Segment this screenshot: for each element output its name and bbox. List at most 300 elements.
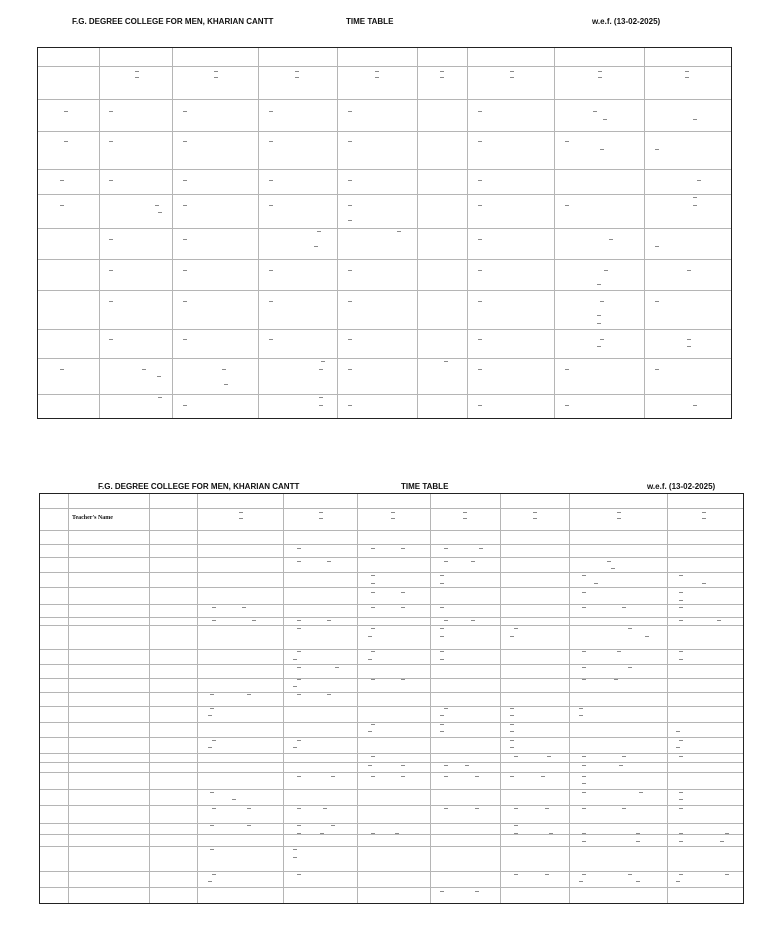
page1-dash-mark [158, 397, 162, 398]
page2-dash-mark [440, 651, 444, 652]
page2-cell [284, 693, 358, 707]
page2-dash-mark [208, 881, 212, 882]
page2-dash-mark [331, 776, 335, 777]
page1-cell [173, 395, 259, 419]
page2-cell [668, 773, 744, 790]
page2-cell [431, 693, 501, 707]
page2-cell [284, 588, 358, 605]
page2-dash-mark [327, 694, 331, 695]
page2-cell [39, 588, 69, 605]
page2-dash-mark [401, 776, 405, 777]
page2-cell [39, 835, 69, 847]
page2-cell [150, 723, 198, 738]
page1-dash-mark [64, 141, 68, 142]
page2-timetable-title: TIME TABLE [401, 482, 449, 491]
page2-dash-mark [725, 833, 729, 834]
page2-cell [69, 626, 150, 650]
page1-dash-mark [655, 369, 659, 370]
page2-dash-mark [679, 600, 683, 601]
page1-dash-mark [440, 71, 444, 72]
page2-dash-mark [293, 857, 297, 858]
page2-dash-mark [293, 849, 297, 850]
page1-dash-mark [603, 119, 607, 120]
page1-cell [259, 260, 338, 291]
page1-dash-mark [687, 339, 691, 340]
page2-dash-mark [401, 765, 405, 766]
page2-dash-mark [645, 636, 649, 637]
page2-dash-mark [293, 659, 297, 660]
page2-dash-mark [320, 833, 324, 834]
page2-dash-mark [440, 628, 444, 629]
page1-cell [555, 395, 645, 419]
page2-dash-mark [533, 512, 537, 513]
page2-cell [198, 665, 284, 679]
page2-dash-mark [514, 825, 518, 826]
page2-cell [150, 545, 198, 558]
page2-cell [668, 588, 744, 605]
page1-dash-mark [269, 111, 273, 112]
page2-dash-mark [444, 620, 448, 621]
page2-dash-mark [541, 776, 545, 777]
page1-cell [259, 395, 338, 419]
page2-cell [198, 573, 284, 588]
page2-dash-mark [594, 583, 598, 584]
page1-cell [100, 229, 173, 260]
page2-cell [69, 618, 150, 626]
page2-cell [69, 754, 150, 763]
page1-cell [418, 47, 468, 67]
page1-timetable-grid [37, 47, 732, 419]
page2-cell [69, 888, 150, 904]
page1-cell [173, 229, 259, 260]
page2-dash-mark [510, 636, 514, 637]
page2-dash-mark [582, 833, 586, 834]
page2-cell [431, 531, 501, 545]
page1-cell [37, 47, 100, 67]
page2-dash-mark [371, 548, 375, 549]
page2-cell [501, 618, 570, 626]
page1-dash-mark [655, 301, 659, 302]
page2-cell [358, 773, 431, 790]
page2-cell [284, 888, 358, 904]
page2-dash-mark [297, 548, 301, 549]
page2-dash-mark [440, 575, 444, 576]
page2-cell [358, 806, 431, 824]
page2-cell [150, 679, 198, 693]
page1-dash-mark [565, 405, 569, 406]
page2-dash-mark [335, 667, 339, 668]
page2-cell [39, 693, 69, 707]
page2-cell [39, 707, 69, 723]
page2-cell [501, 573, 570, 588]
page2-dash-mark [679, 592, 683, 593]
page1-dash-mark [478, 141, 482, 142]
page2-dash-mark [371, 833, 375, 834]
page2-cell [69, 693, 150, 707]
page1-cell [645, 291, 732, 330]
page1-dash-mark [269, 180, 273, 181]
page2-dash-mark [210, 708, 214, 709]
page1-dash-mark [109, 141, 113, 142]
page2-cell [284, 738, 358, 754]
page2-dash-mark [676, 747, 680, 748]
page2-cell [39, 679, 69, 693]
page1-dash-mark [60, 369, 64, 370]
page2-dash-mark [702, 583, 706, 584]
page1-dash-mark [224, 384, 228, 385]
page1-cell [338, 100, 418, 132]
page1-dash-mark [565, 369, 569, 370]
page2-cell [358, 835, 431, 847]
page2-cell [358, 650, 431, 665]
page1-dash-mark [269, 301, 273, 302]
page2-dash-mark [510, 776, 514, 777]
page2-cell [198, 754, 284, 763]
page2-dash-mark [510, 708, 514, 709]
page1-cell [100, 195, 173, 229]
page2-cell [150, 509, 198, 531]
page1-dash-mark [604, 270, 608, 271]
page2-cell [570, 493, 668, 509]
page2-dash-mark [717, 620, 721, 621]
page2-dash-mark [510, 715, 514, 716]
page2-dash-mark [622, 756, 626, 757]
page2-dash-mark [297, 808, 301, 809]
page1-dash-mark [135, 77, 139, 78]
page1-cell [259, 330, 338, 359]
page2-dash-mark [391, 512, 395, 513]
page2-cell [431, 872, 501, 888]
page2-dash-mark [676, 731, 680, 732]
page2-cell [501, 531, 570, 545]
page1-cell [468, 47, 555, 67]
page2-cell [69, 573, 150, 588]
page2-cell [69, 738, 150, 754]
page1-dash-mark [109, 239, 113, 240]
page2-cell [198, 650, 284, 665]
page1-cell [418, 291, 468, 330]
page2-cell [69, 806, 150, 824]
page1-cell [100, 132, 173, 170]
page2-cell [39, 723, 69, 738]
page2-timetable-grid [39, 493, 744, 904]
page2-dash-mark [510, 747, 514, 748]
page1-dash-mark [598, 77, 602, 78]
page1-dash-mark [183, 405, 187, 406]
page2-dash-mark [440, 724, 444, 725]
page1-cell [100, 170, 173, 195]
page2-dash-mark [331, 825, 335, 826]
page2-cell [570, 888, 668, 904]
page1-cell [338, 229, 418, 260]
page1-dash-mark [214, 71, 218, 72]
page2-cell [668, 693, 744, 707]
page2-dash-mark [514, 756, 518, 757]
page2-dash-mark [208, 715, 212, 716]
page2-cell [39, 626, 69, 650]
page1-dash-mark [693, 405, 697, 406]
page1-dash-mark [685, 71, 689, 72]
page2-dash-mark [297, 740, 301, 741]
page2-dash-mark [212, 874, 216, 875]
page2-cell [570, 531, 668, 545]
page1-cell [338, 359, 418, 395]
page2-cell [431, 790, 501, 806]
page2-cell [570, 738, 668, 754]
page2-cell [668, 847, 744, 872]
page2-dash-mark [371, 575, 375, 576]
page2-cell [150, 754, 198, 763]
page1-cell [555, 195, 645, 229]
page1-dash-mark [375, 71, 379, 72]
page1-dash-mark [64, 111, 68, 112]
page1-cell [645, 100, 732, 132]
page1-cell [468, 195, 555, 229]
page2-cell [358, 847, 431, 872]
page2-dash-mark [475, 891, 479, 892]
page2-cell [284, 754, 358, 763]
page2-dash-mark [297, 776, 301, 777]
page1-cell [173, 330, 259, 359]
page2-cell [358, 588, 431, 605]
page2-dash-mark [440, 715, 444, 716]
page2-cell [501, 790, 570, 806]
page2-dash-mark [210, 849, 214, 850]
page1-cell [100, 291, 173, 330]
page1-cell [37, 132, 100, 170]
page2-cell [358, 558, 431, 573]
page2-cell [431, 558, 501, 573]
page2-dash-mark [617, 512, 621, 513]
page2-dash-mark [297, 694, 301, 695]
page1-dash-mark [348, 270, 352, 271]
page2-cell [431, 773, 501, 790]
page2-cell [150, 707, 198, 723]
page2-dash-mark [208, 747, 212, 748]
page2-dash-mark [514, 808, 518, 809]
page2-dash-mark [212, 607, 216, 608]
page2-cell [198, 626, 284, 650]
page2-dash-mark [247, 694, 251, 695]
page1-dash-mark [444, 361, 448, 362]
page2-cell [284, 531, 358, 545]
page2-cell [284, 847, 358, 872]
page2-cell [358, 493, 431, 509]
page1-dash-mark [183, 205, 187, 206]
page1-dash-mark [183, 141, 187, 142]
page2-dash-mark [607, 561, 611, 562]
page1-cell [468, 229, 555, 260]
page2-cell [284, 558, 358, 573]
page2-cell [501, 545, 570, 558]
page2-dash-mark [582, 841, 586, 842]
page1-cell [259, 100, 338, 132]
page2-dash-mark [368, 659, 372, 660]
page1-cell [338, 170, 418, 195]
page2-dash-mark [212, 620, 216, 621]
page1-cell [555, 100, 645, 132]
page1-dash-mark [319, 397, 323, 398]
page2-cell [39, 790, 69, 806]
page2-dash-mark [440, 583, 444, 584]
page2-cell [150, 738, 198, 754]
page1-dash-mark [214, 77, 218, 78]
page1-cell [468, 291, 555, 330]
page1-cell [555, 291, 645, 330]
page2-dash-mark [463, 512, 467, 513]
page2-dash-mark [533, 518, 537, 519]
page2-cell [150, 626, 198, 650]
page2-dash-mark [444, 548, 448, 549]
page2-cell [198, 693, 284, 707]
page1-dash-mark [269, 339, 273, 340]
page1-dash-mark [478, 405, 482, 406]
page2-dash-mark [679, 841, 683, 842]
page1-dash-mark [597, 315, 601, 316]
page2-dash-mark [582, 765, 586, 766]
page2-cell [668, 888, 744, 904]
page1-dash-mark [135, 71, 139, 72]
page1-dash-mark [687, 346, 691, 347]
page2-dash-mark [628, 628, 632, 629]
page1-dash-mark [478, 239, 482, 240]
page2-dash-mark [617, 651, 621, 652]
page2-dash-mark [252, 620, 256, 621]
page1-dash-mark [295, 71, 299, 72]
page2-dash-mark [619, 765, 623, 766]
page1-dash-mark [478, 369, 482, 370]
page2-dash-mark [639, 792, 643, 793]
teacher-name-label: Teacher's Name [72, 515, 113, 521]
page1-cell [418, 359, 468, 395]
page1-dash-mark [600, 301, 604, 302]
page2-dash-mark [702, 518, 706, 519]
page2-cell [150, 693, 198, 707]
page2-dash-mark [444, 808, 448, 809]
page2-cell [358, 665, 431, 679]
page2-dash-mark [444, 776, 448, 777]
page2-cell [668, 650, 744, 665]
page2-dash-mark [617, 518, 621, 519]
page1-cell [338, 132, 418, 170]
page1-dash-mark [348, 369, 352, 370]
page2-dash-mark [582, 792, 586, 793]
page2-cell [431, 847, 501, 872]
page1-cell [418, 260, 468, 291]
page2-dash-mark [725, 874, 729, 875]
page2-dash-mark [582, 575, 586, 576]
page2-cell [358, 531, 431, 545]
page1-cell [37, 195, 100, 229]
page2-dash-mark [475, 808, 479, 809]
page1-dash-mark [60, 205, 64, 206]
page1-dash-mark [269, 270, 273, 271]
page1-dash-mark [60, 180, 64, 181]
page1-dash-mark [348, 339, 352, 340]
page2-cell [570, 723, 668, 738]
page1-cell [468, 330, 555, 359]
page1-cell [418, 229, 468, 260]
page2-dash-mark [247, 825, 251, 826]
page2-cell [284, 790, 358, 806]
page2-dash-mark [247, 808, 251, 809]
page1-cell [338, 330, 418, 359]
page2-cell [198, 588, 284, 605]
page2-cell [570, 650, 668, 665]
page2-dash-mark [679, 874, 683, 875]
page2-cell [150, 872, 198, 888]
page2-cell [284, 773, 358, 790]
page1-dash-mark [478, 270, 482, 271]
page2-dash-mark [479, 548, 483, 549]
page2-cell [284, 545, 358, 558]
page1-dash-mark [158, 212, 162, 213]
page2-cell [39, 573, 69, 588]
page1-dash-mark [269, 205, 273, 206]
page2-cell [501, 754, 570, 763]
page2-dash-mark [368, 765, 372, 766]
page1-dash-mark [109, 180, 113, 181]
page2-cell [39, 545, 69, 558]
page2-cell [358, 545, 431, 558]
page2-dash-mark [371, 628, 375, 629]
page2-dash-mark [582, 607, 586, 608]
page1-cell [645, 359, 732, 395]
page1-dash-mark [440, 77, 444, 78]
page2-cell [39, 558, 69, 573]
page2-dash-mark [547, 756, 551, 757]
page2-cell [150, 835, 198, 847]
page1-dash-mark [314, 246, 318, 247]
page2-dash-mark [549, 833, 553, 834]
page2-dash-mark [636, 833, 640, 834]
page2-cell [284, 763, 358, 773]
page1-cell [418, 195, 468, 229]
page2-cell [150, 558, 198, 573]
page2-dash-mark [297, 561, 301, 562]
page1-cell [173, 100, 259, 132]
page2-dash-mark [679, 620, 683, 621]
page1-dash-mark [693, 205, 697, 206]
page1-dash-mark [375, 77, 379, 78]
page1-cell [645, 195, 732, 229]
page2-cell [150, 605, 198, 618]
page2-dash-mark [444, 708, 448, 709]
page1-cell [645, 132, 732, 170]
page2-dash-mark [368, 636, 372, 637]
page2-cell [39, 650, 69, 665]
page2-dash-mark [628, 874, 632, 875]
page2-cell [358, 605, 431, 618]
page2-cell [431, 588, 501, 605]
page2-dash-mark [210, 694, 214, 695]
page2-dash-mark [297, 825, 301, 826]
page2-cell [198, 847, 284, 872]
page2-dash-mark [676, 881, 680, 882]
page2-cell [570, 618, 668, 626]
page2-dash-mark [510, 731, 514, 732]
page2-cell [69, 679, 150, 693]
page1-dash-mark [510, 71, 514, 72]
page1-cell [37, 67, 100, 100]
page2-dash-mark [720, 841, 724, 842]
page2-cell [39, 754, 69, 763]
page2-cell [198, 738, 284, 754]
page2-cell [501, 650, 570, 665]
page2-dash-mark [545, 808, 549, 809]
page2-cell [284, 723, 358, 738]
page2-dash-mark [679, 792, 683, 793]
